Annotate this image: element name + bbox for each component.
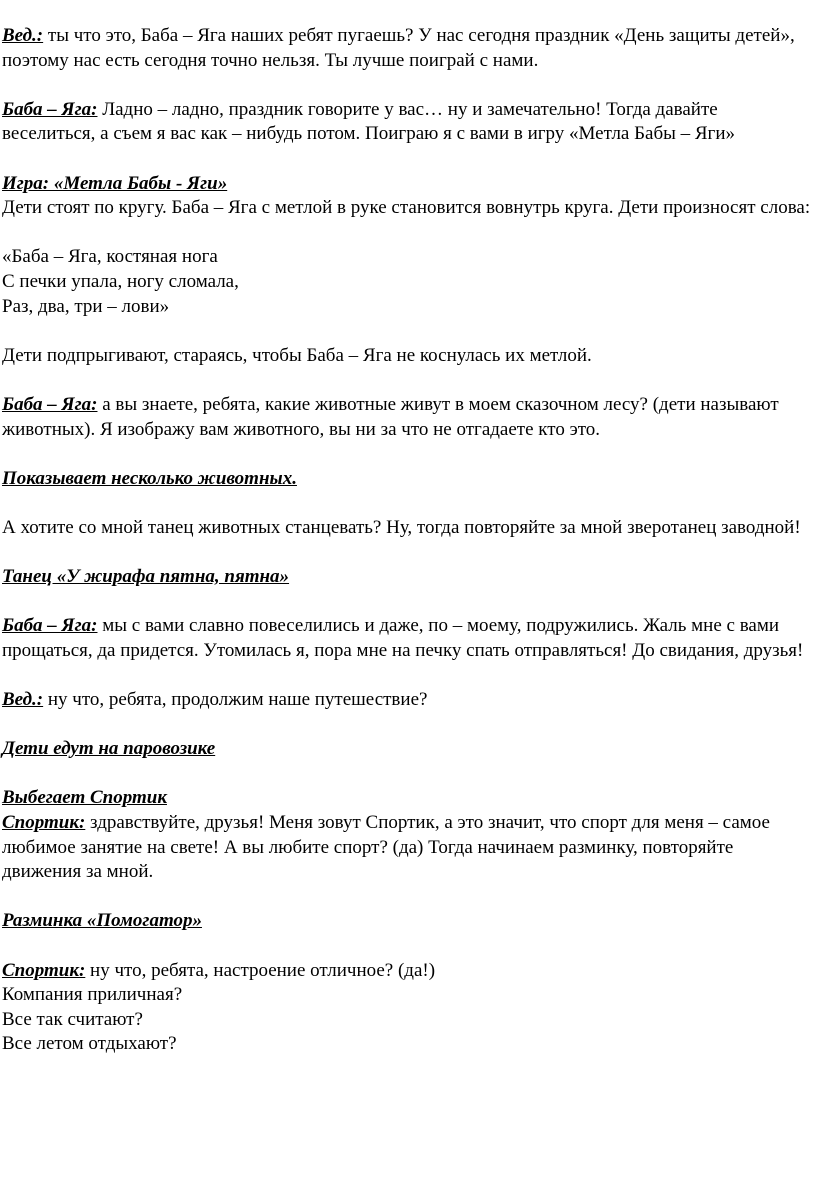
- verse-line: Раз, два, три – лови»: [2, 295, 170, 317]
- section-heading: [2, 172, 812, 197]
- section-heading: [2, 565, 812, 590]
- verse-line: «Баба – Яга, костяная нога: [2, 246, 218, 268]
- speaker-label: Спортик:: [2, 812, 86, 833]
- dialogue-text: Ладно – ладно, праздник говорите у вас… ну и замечательно! Тогда давайте веселиться, а съем я вас как – нибудь потом. Поиграю я с вами в игру «Метла Бабы – Яги»: [2, 98, 736, 145]
- speaker-label: Вед.:: [2, 689, 44, 711]
- dialogue-text: ты что это, Баба – Яга наших ребят пугаешь? У нас сегодня праздник «День защиты детей», поэтому нас есть сегодня точно нельзя. Ты лучше поиграй с нами.: [2, 25, 795, 71]
- dialogue-paragraph: [2, 24, 812, 73]
- dialogue-paragraph: [2, 688, 812, 713]
- description-text: А хотите со мной танец животных станцевать? Ну, тогда повторяйте за мной зверотанец заводной!: [2, 516, 801, 538]
- dialogue-line: Все летом отдыхают?: [2, 1033, 177, 1055]
- dialogue-line: Все так считают?: [2, 1008, 143, 1030]
- dialogue-paragraph: [2, 393, 812, 442]
- section-heading: [2, 786, 812, 811]
- speaker-label: Баба – Яга:: [2, 98, 98, 120]
- action-heading: Показывает несколько животных.: [2, 467, 297, 489]
- warmup-heading: Разминка «Помогатор»: [2, 910, 202, 932]
- speaker-label: Спортик:: [2, 959, 86, 981]
- game-heading: Игра: «Метла Бабы - Яги»: [2, 172, 228, 194]
- description-text: Дети подпрыгивают, стараясь, чтобы Баба – Яга не коснулась их метлой.: [2, 344, 592, 366]
- action-heading: Дети едут на паровозике: [2, 738, 216, 760]
- speaker-label: Вед.:: [2, 25, 44, 46]
- dialogue-text: здравствуйте, друзья! Меня зовут Спортик, а это значит, что спорт для меня – самое любимое занятие на свете! А вы любите спорт? (да) Тогда начинаем разминку, повторяйте движения за мной.: [2, 812, 770, 883]
- dialogue-text: а вы знаете, ребята, какие животные живут в моем сказочном лесу? (дети называют животных). Я изображу вам животного, вы ни за что не отгадаете кто это.: [2, 393, 779, 440]
- action-heading: Выбегает Спортик: [2, 787, 167, 809]
- section-heading: [2, 467, 812, 492]
- speaker-label: Баба – Яга:: [2, 615, 98, 637]
- dialogue-text: ну что, ребята, продолжим наше путешествие?: [43, 689, 428, 711]
- verse: [2, 245, 812, 319]
- speaker-label: Баба – Яга:: [2, 393, 98, 415]
- description-text: Дети стоят по кругу. Баба – Яга с метлой в руке становится вовнутрь круга. Дети произносят слова:: [2, 197, 811, 219]
- dialogue-line: Компания приличная?: [2, 984, 183, 1006]
- verse-line: С печки упала, ногу сломала,: [2, 270, 239, 292]
- dance-heading: Танец «У жирафа пятна, пятна»: [2, 566, 290, 588]
- dialogue-paragraph: [2, 614, 812, 663]
- dialogue-paragraph: [2, 959, 812, 984]
- dialogue-lines: [2, 983, 812, 1057]
- section-heading: [2, 909, 812, 934]
- section-heading: [2, 737, 812, 762]
- dialogue-text: мы с вами славно повеселились и даже, по – моему, подружились. Жаль мне с вами прощаться, да придется. Утомилась я, пора мне на печку спать отправляться! До свидания, друзья!: [2, 615, 804, 661]
- dialogue-text: ну что, ребята, настроение отличное? (да!): [85, 959, 436, 981]
- dialogue-paragraph: [2, 98, 812, 147]
- dialogue-paragraph: [2, 811, 812, 885]
